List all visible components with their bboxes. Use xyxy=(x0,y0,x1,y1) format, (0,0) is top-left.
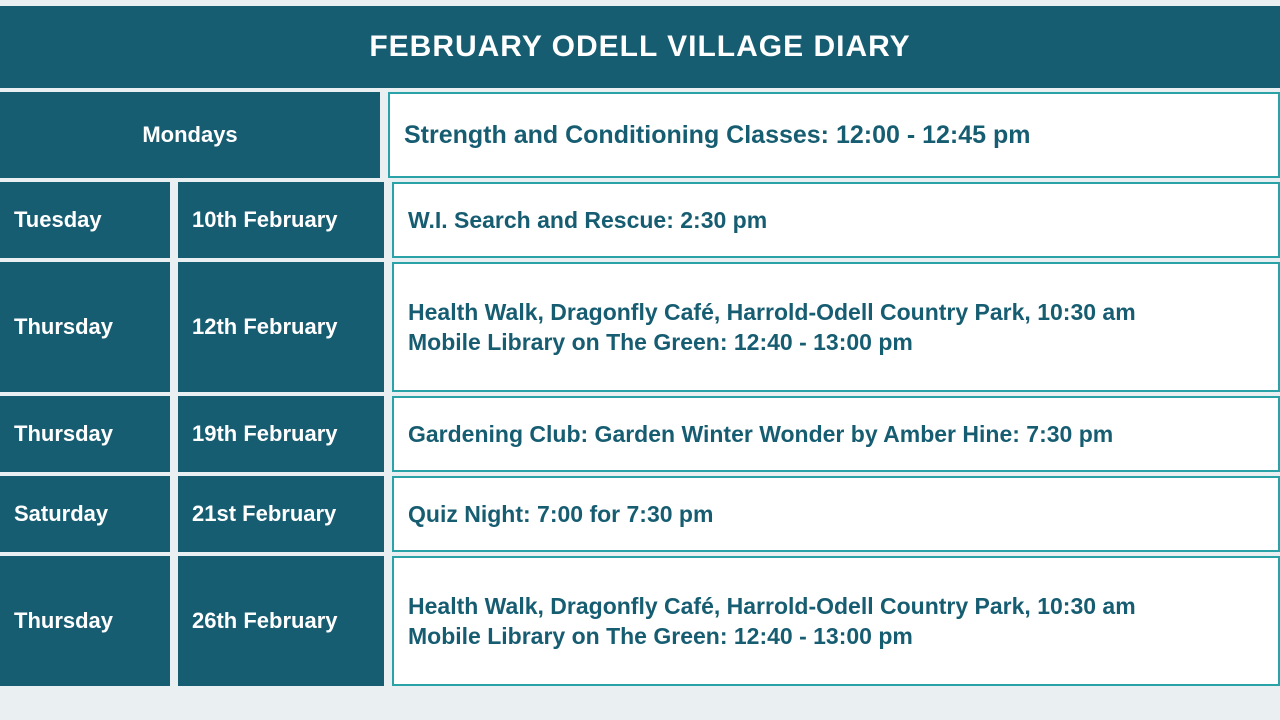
table-row xyxy=(0,556,1280,686)
event-text: Strength and Conditioning Classes: 12:00 - 12:45 pm xyxy=(404,120,1031,149)
row-date-label: 21st February xyxy=(178,476,384,552)
event-text: Health Walk, Dragonfly Café, Harrold-Odell Country Park, 10:30 am xyxy=(408,592,1136,619)
row-day-label: Mondays xyxy=(0,92,380,178)
row-day-label: Tuesday xyxy=(0,182,170,258)
event-text: Gardening Club: Garden Winter Wonder by Amber Hine: 7:30 pm xyxy=(408,420,1114,447)
event-text: W.I. Search and Rescue: 2:30 pm xyxy=(408,206,768,233)
table-row xyxy=(0,396,1280,472)
row-date-label: 19th February xyxy=(178,396,384,472)
row-events xyxy=(392,182,1280,258)
row-day-label: Saturday xyxy=(0,476,170,552)
event-text: Mobile Library on The Green: 12:40 - 13:00 pm xyxy=(408,623,913,649)
row-day-label: Thursday xyxy=(0,262,170,392)
diary-title-bar xyxy=(0,6,1280,88)
table-row xyxy=(0,262,1280,392)
page-title: FEBRUARY ODELL VILLAGE DIARY xyxy=(369,30,911,63)
row-day-label: Thursday xyxy=(0,556,170,686)
row-day-label: Thursday xyxy=(0,396,170,472)
table-row xyxy=(0,476,1280,552)
row-date-label: 12th February xyxy=(178,262,384,392)
row-date-label: 26th February xyxy=(178,556,384,686)
row-events xyxy=(392,396,1280,472)
row-events xyxy=(388,92,1280,178)
event-text: Mobile Library on The Green: 12:40 - 13:00 pm xyxy=(408,329,913,355)
row-events xyxy=(392,476,1280,552)
event-text: Quiz Night: 7:00 for 7:30 pm xyxy=(408,500,714,527)
table-row xyxy=(0,92,1280,178)
village-diary-table xyxy=(0,6,1280,686)
table-row xyxy=(0,182,1280,258)
row-events xyxy=(392,262,1280,392)
row-date-label: 10th February xyxy=(178,182,384,258)
row-events xyxy=(392,556,1280,686)
event-text: Health Walk, Dragonfly Café, Harrold-Odell Country Park, 10:30 am xyxy=(408,298,1136,325)
